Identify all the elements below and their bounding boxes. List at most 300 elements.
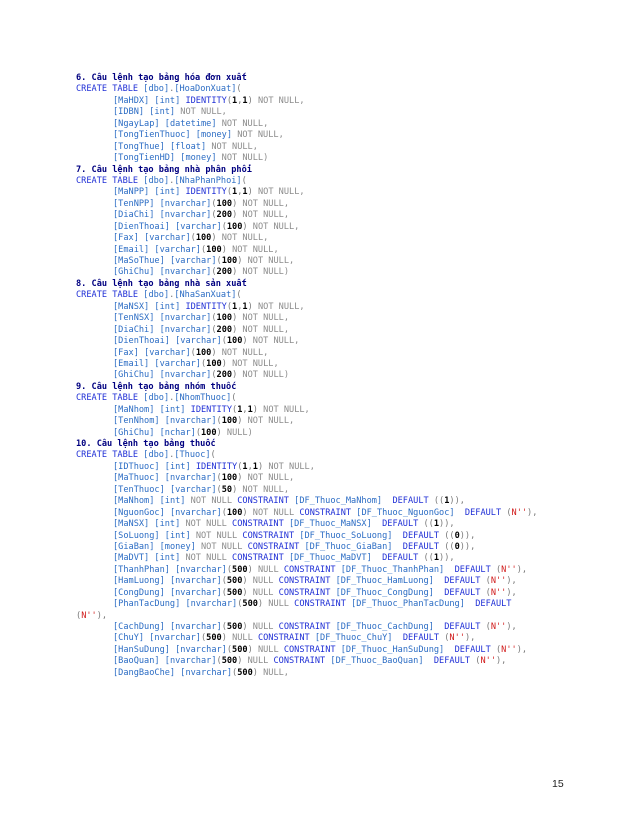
code-token: TABLE: [107, 290, 144, 301]
code-line: [76, 222, 621, 233]
code-token: [NhaSanXuat]: [174, 290, 237, 301]
code-token: [NhomThuoc]: [174, 393, 232, 404]
code-token: NOT NULL,: [242, 256, 295, 266]
code-token: [IDThuoc]: [113, 461, 160, 472]
code-line: [76, 336, 621, 347]
code-token: [DiaChi]: [113, 324, 155, 335]
code-token: NOT NULL,: [252, 187, 305, 198]
code-token: [nvarchar]: [159, 198, 212, 209]
sql-code-block: [76, 73, 621, 679]
code-line: [76, 153, 621, 164]
page-number: 15: [552, 778, 564, 790]
code-token: ((: [433, 496, 445, 507]
code-token: NOT NULL,: [206, 141, 258, 152]
code-token: 1: [433, 553, 440, 564]
code-token: [ChuY]: [113, 633, 145, 644]
code-token: (: [226, 564, 233, 575]
code-token: 1: [433, 519, 440, 530]
code-token: .: [169, 450, 175, 461]
code-token: 1: [252, 461, 258, 472]
code-token: (: [495, 644, 502, 655]
code-token: [GhiChu]: [113, 370, 155, 381]
code-token: 100: [226, 221, 243, 232]
code-token: NOT NULL,: [237, 324, 289, 335]
code-token: [DangBaoChe]: [113, 667, 176, 678]
code-token: NOT NULL,: [226, 244, 279, 255]
heading-text: 10. Câu lệnh tạo bảng thuốc: [76, 439, 216, 449]
code-token: ): [242, 221, 248, 232]
code-token: [nvarchar]: [169, 576, 222, 587]
code-line: [76, 645, 621, 656]
code-token: DEFAULT: [444, 564, 496, 575]
section-heading: [76, 165, 621, 176]
code-token: (: [200, 633, 207, 644]
code-line: [76, 405, 621, 416]
code-token: NOT NULL,: [237, 210, 289, 221]
code-token: ((: [423, 553, 434, 564]
code-line: [76, 656, 621, 667]
code-token: 100: [216, 198, 233, 209]
code-token: CONSTRAINT: [283, 564, 336, 575]
code-token: 100: [221, 473, 238, 484]
code-line: [76, 473, 621, 484]
code-token: ),: [506, 576, 517, 587]
code-token: ): [232, 198, 238, 209]
code-token: [NguonGoc]: [113, 507, 165, 518]
code-token: ): [232, 324, 238, 335]
code-token: [money]: [195, 130, 233, 141]
code-token: CONSTRAINT: [294, 599, 346, 610]
code-token: 1: [237, 404, 243, 415]
code-token: CONSTRAINT: [299, 507, 352, 518]
code-line: [76, 84, 621, 95]
code-token: [nvarchar]: [159, 313, 212, 324]
code-token: (: [216, 656, 222, 667]
code-line: [76, 302, 621, 313]
code-token: (: [475, 656, 481, 667]
code-token: DEFAULT: [444, 644, 496, 655]
code-token: )),: [439, 519, 455, 530]
heading-text: 9. Câu lệnh tạo bảng nhóm thuốc: [76, 381, 237, 392]
code-token: [varchar]: [144, 233, 191, 244]
code-token: ): [237, 656, 243, 667]
code-token: N'': [81, 610, 97, 621]
code-token: [int]: [159, 496, 186, 507]
code-line: [76, 245, 621, 256]
code-token: ): [237, 256, 243, 266]
code-token: (: [485, 622, 491, 632]
code-token: [nvarchar]: [180, 667, 233, 678]
code-token: (: [232, 404, 238, 415]
code-token: [dbo]: [143, 175, 170, 186]
code-token: CONSTRAINT: [232, 519, 284, 530]
code-token: NOT NULL): [237, 370, 289, 381]
code-token: [GhiChu]: [113, 267, 155, 278]
code-token: ): [237, 473, 243, 484]
code-token: (: [216, 256, 222, 266]
code-token: NOT NULL,: [247, 336, 300, 347]
code-token: NOT NULL,: [242, 416, 295, 427]
code-token: NOT NULL: [195, 541, 248, 552]
code-token: ): [211, 347, 217, 358]
code-token: NOT NULL,: [257, 404, 310, 415]
code-line: [76, 542, 621, 553]
section-heading: [76, 439, 621, 450]
code-token: ): [232, 313, 238, 324]
code-token: DEFAULT: [392, 633, 445, 644]
code-token: (: [221, 507, 227, 518]
code-token: NOT NULL,: [247, 221, 300, 232]
code-token: CONSTRAINT: [237, 496, 289, 507]
code-token: [nvarchar]: [175, 564, 227, 575]
code-line: [76, 256, 621, 267]
code-line: [76, 290, 621, 301]
code-token: (: [221, 576, 227, 587]
code-token: NOT NULL: [247, 507, 300, 518]
code-token: (: [190, 347, 196, 358]
code-token: N'': [490, 622, 507, 632]
code-token: [nvarchar]: [159, 267, 212, 278]
code-token: [HamLuong]: [113, 576, 165, 587]
code-token: 1: [247, 404, 253, 415]
code-line: [76, 267, 621, 278]
code-token: 100: [195, 233, 212, 244]
section-heading: [76, 279, 621, 290]
code-token: (: [506, 507, 512, 518]
code-token: [DF_Thuoc_NguonGoc]: [351, 507, 455, 518]
code-token: [MaNSX]: [113, 301, 150, 312]
code-token: N'': [501, 564, 517, 575]
code-token: [CongDung]: [113, 587, 165, 598]
code-line: [76, 416, 621, 427]
code-token: (: [444, 633, 450, 644]
code-token: ): [221, 358, 227, 369]
code-token: N'': [449, 633, 465, 644]
code-token: ),: [527, 507, 538, 518]
code-token: (: [216, 484, 222, 495]
code-token: ): [232, 484, 238, 495]
code-token: [nvarchar]: [164, 656, 217, 667]
code-token: NOT NULL: [180, 519, 233, 530]
code-token: (: [190, 233, 196, 244]
code-token: DEFAULT: [371, 519, 424, 530]
code-token: IDENTITY: [190, 461, 238, 472]
code-token: NOT NULL,: [237, 313, 289, 324]
code-token: [Email]: [113, 358, 150, 369]
code-token: (: [211, 210, 217, 221]
code-token: 200: [216, 324, 233, 335]
code-token: CONSTRAINT: [257, 633, 310, 644]
code-token: DEFAULT: [382, 496, 434, 507]
code-token: ): [257, 461, 264, 472]
code-token: (: [221, 622, 227, 632]
code-token: TABLE: [107, 450, 144, 461]
code-token: N'': [490, 576, 507, 587]
code-token: [MaThuoc]: [113, 473, 160, 484]
code-token: (: [200, 244, 207, 255]
code-token: )),: [459, 530, 476, 541]
code-token: 100: [195, 347, 212, 358]
code-token: ,: [237, 95, 243, 106]
code-token: CONSTRAINT: [278, 587, 331, 598]
code-token: NULL: [247, 622, 279, 632]
code-token: NULL: [252, 564, 284, 575]
code-token: [datetime]: [164, 118, 217, 129]
code-token: [varchar]: [175, 221, 222, 232]
code-token: [int]: [154, 301, 181, 312]
code-token: CREATE: [76, 290, 108, 301]
code-token: ): [232, 267, 238, 278]
code-token: [nvarchar]: [175, 644, 227, 655]
code-token: [varchar]: [175, 336, 222, 347]
code-token: [dbo]: [143, 393, 170, 404]
code-token: ): [242, 576, 248, 587]
code-token: NOT NULL: [185, 496, 238, 507]
code-token: [int]: [149, 107, 176, 118]
code-token: ): [221, 633, 227, 644]
code-token: NULL): [221, 427, 253, 438]
code-token: 100: [216, 313, 233, 324]
code-token: ),: [506, 622, 517, 632]
code-line: [76, 130, 621, 141]
code-line: [76, 668, 621, 679]
code-token: [nvarchar]: [159, 324, 212, 335]
code-token: [float]: [169, 141, 207, 152]
code-token: .: [169, 290, 175, 301]
code-token: (: [485, 587, 491, 598]
code-token: (: [237, 461, 243, 472]
code-token: [MaNSX]: [113, 519, 150, 530]
code-token: (: [237, 599, 243, 610]
code-token: ): [237, 416, 243, 427]
code-line: [76, 96, 621, 107]
code-token: [Thuoc]: [174, 450, 211, 461]
code-token: 0: [454, 541, 460, 552]
code-token: [DF_Thuoc_CongDung]: [330, 587, 434, 598]
code-token: [DF_Thuoc_ThanhPhan]: [335, 564, 445, 575]
code-token: [DF_Thuoc_PhanTacDung]: [345, 599, 465, 610]
code-token: NOT NULL,: [252, 95, 305, 106]
code-token: DEFAULT: [423, 656, 476, 667]
code-token: [dbo]: [143, 290, 170, 301]
code-token: [Fax]: [113, 233, 139, 244]
code-line: [76, 187, 621, 198]
code-line: [76, 176, 621, 187]
code-token: [int]: [164, 530, 191, 541]
code-token: 500: [206, 633, 222, 644]
code-token: [NhaPhanPhoi]: [174, 175, 242, 186]
code-line: [76, 633, 621, 644]
code-token: [DF_Thuoc_MaNSX]: [283, 519, 372, 530]
code-token: [nvarchar]: [164, 416, 217, 427]
code-token: [TenThuoc]: [113, 484, 165, 495]
code-token: DEFAULT: [454, 507, 507, 518]
code-token: [varchar]: [144, 347, 191, 358]
code-token: 200: [216, 267, 233, 278]
code-line: [76, 313, 621, 324]
code-token: [nvarchar]: [159, 370, 212, 381]
code-token: (: [232, 667, 238, 678]
code-token: [GiaBan]: [113, 541, 155, 552]
code-token: NOT NULL): [216, 153, 269, 164]
code-token: [nvarchar]: [169, 507, 222, 518]
code-token: ): [252, 404, 258, 415]
code-token: [DF_Thuoc_HanSuDung]: [335, 644, 445, 655]
code-token: DEFAULT: [371, 553, 424, 564]
code-line: [76, 199, 621, 210]
code-token: ): [232, 370, 238, 381]
code-line: [76, 119, 621, 130]
code-token: DEFAULT: [392, 541, 445, 552]
code-token: IDENTITY: [180, 187, 227, 198]
code-token: ): [247, 644, 253, 655]
code-token: [TongThue]: [113, 141, 165, 152]
code-token: [DienThoai]: [113, 221, 170, 232]
code-token: N'': [511, 507, 528, 518]
code-token: ): [257, 599, 264, 610]
code-token: CONSTRAINT: [247, 541, 300, 552]
code-token: 0: [454, 530, 460, 541]
code-token: NULL: [226, 633, 258, 644]
code-token: [DF_Thuoc_GiaBan]: [299, 541, 393, 552]
code-token: NULL,: [257, 667, 289, 678]
code-token: [NgayLap]: [113, 118, 160, 129]
code-token: NOT NULL,: [252, 301, 305, 312]
code-token: 1: [242, 187, 248, 198]
code-token: [DienThoai]: [113, 336, 170, 347]
code-token: 500: [242, 599, 258, 610]
code-token: 500: [232, 644, 248, 655]
code-token: [DiaChi]: [113, 210, 155, 221]
code-token: [MaHDX]: [113, 95, 150, 106]
code-token: NOT NULL: [190, 530, 243, 541]
code-token: 100: [226, 507, 243, 518]
code-token: [DF_Thuoc_ChuY]: [309, 633, 393, 644]
code-token: [TenNSX]: [113, 313, 155, 324]
code-token: 100: [206, 358, 222, 369]
code-token: (: [211, 198, 217, 209]
code-line: [76, 450, 621, 461]
code-token: NOT NULL,: [216, 118, 269, 129]
code-token: TABLE: [107, 393, 144, 404]
code-line: [76, 348, 621, 359]
code-token: 100: [221, 416, 238, 427]
code-line: [76, 210, 621, 221]
code-token: [DF_Thuoc_HamLuong]: [330, 576, 434, 587]
code-token: CONSTRAINT: [242, 530, 295, 541]
code-token: 1: [232, 187, 238, 198]
code-token: CONSTRAINT: [278, 622, 331, 632]
code-line: [76, 599, 621, 610]
code-token: NOT NULL,: [216, 347, 269, 358]
code-token: CONSTRAINT: [278, 576, 331, 587]
code-token: [IDBN]: [113, 107, 145, 118]
code-token: (: [211, 324, 217, 335]
code-token: ): [211, 233, 217, 244]
code-token: IDENTITY: [180, 95, 227, 106]
code-token: DEFAULT: [433, 622, 486, 632]
code-token: [dbo]: [143, 450, 170, 461]
code-line: [76, 359, 621, 370]
code-token: [nvarchar]: [164, 473, 217, 484]
code-token: TABLE: [107, 84, 144, 95]
code-token: (: [200, 358, 207, 369]
code-token: [TongTienHD]: [113, 153, 176, 164]
code-token: N'': [501, 644, 517, 655]
code-token: CREATE: [76, 175, 108, 186]
code-token: ),: [496, 656, 507, 667]
code-token: NULL: [247, 587, 279, 598]
code-token: ,: [242, 404, 248, 415]
code-token: (: [211, 267, 217, 278]
code-line: [76, 485, 621, 496]
code-line: [76, 428, 621, 439]
code-token: (: [195, 427, 201, 438]
code-token: 1: [444, 496, 450, 507]
code-token: 500: [221, 656, 238, 667]
code-token: .: [169, 393, 175, 404]
code-token: (: [210, 450, 216, 461]
code-line: [76, 531, 621, 542]
code-token: CONSTRAINT: [232, 553, 284, 564]
code-token: )),: [459, 541, 476, 552]
code-token: ): [242, 336, 248, 347]
code-token: [HoaDonXuat]: [174, 84, 237, 95]
code-token: 200: [216, 210, 233, 221]
code-token: [DF_Thuoc_SoLuong]: [294, 530, 393, 541]
code-token: DEFAULT: [392, 530, 445, 541]
code-line: [76, 370, 621, 381]
section-heading: [76, 382, 621, 393]
code-token: (: [226, 95, 233, 106]
code-token: [HanSuDung]: [113, 644, 170, 655]
code-token: NOT NULL,: [242, 473, 295, 484]
code-line: [76, 107, 621, 118]
code-line: [76, 496, 621, 507]
code-token: [varchar]: [154, 244, 201, 255]
code-token: ): [242, 622, 248, 632]
code-token: NULL: [252, 644, 284, 655]
code-token: [SoLuong]: [113, 530, 160, 541]
code-token: ),: [516, 644, 528, 655]
code-token: .: [169, 175, 175, 186]
code-token: [int]: [154, 95, 181, 106]
code-token: [varchar]: [169, 256, 217, 266]
code-token: N'': [480, 656, 496, 667]
code-token: (: [76, 610, 82, 621]
code-line: [76, 576, 621, 587]
code-token: ,: [237, 301, 243, 312]
code-token: [MaNhom]: [113, 404, 155, 415]
code-token: ),: [464, 633, 476, 644]
code-line: [76, 588, 621, 599]
code-token: 500: [232, 564, 248, 575]
code-token: [TenNhom]: [113, 416, 160, 427]
code-token: (: [211, 370, 217, 381]
code-token: ,: [237, 187, 243, 198]
code-token: ): [252, 667, 258, 678]
code-token: [MaNPP]: [113, 187, 150, 198]
code-token: DEFAULT: [433, 576, 486, 587]
code-token: [dbo]: [143, 84, 170, 95]
code-token: [int]: [159, 404, 186, 415]
code-token: 1: [232, 301, 238, 312]
code-token: ),: [516, 564, 528, 575]
code-token: (: [221, 336, 227, 347]
code-line: [76, 142, 621, 153]
code-token: [int]: [164, 461, 191, 472]
code-token: ): [247, 301, 253, 312]
